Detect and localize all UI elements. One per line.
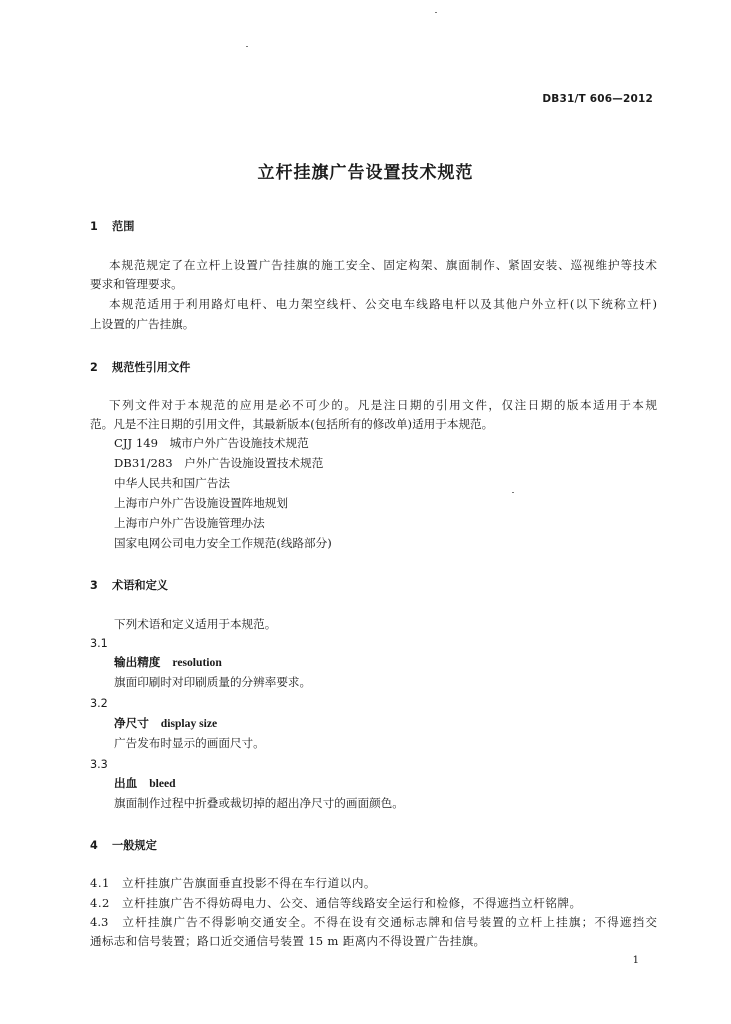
term-name: 出血 — [114, 776, 138, 790]
term-name: 输出精度 — [114, 655, 161, 669]
scan-speck — [512, 492, 514, 493]
paragraph-line: 下列术语和定义适用于本规范。 — [114, 617, 277, 631]
reference-item: 中华人民共和国广告法 — [114, 476, 230, 490]
reference-item: CJJ 149 城市户外广告设施技术规范 — [114, 436, 309, 450]
clause-line: 4.2 立杆挂旗广告不得妨碍电力、公交、通信等线路安全运行和检修，不得遮挡立杆铭牌。 — [90, 896, 582, 910]
term-english: display size — [160, 717, 218, 730]
paragraph-line: 下列文件对于本规范的应用是必不可少的。凡是注日期的引用文件，仅注日期的版本适用于本规 — [109, 398, 657, 412]
section-number: 1 — [90, 220, 98, 233]
clause-continuation: 通标志和信号装置；路口近交通信号装置 15 m 距离内不得设置广告挂旗。 — [90, 934, 486, 948]
term-english: bleed — [149, 777, 176, 790]
term-number: 3.3 — [90, 758, 108, 771]
paragraph-line: 要求和管理要求。 — [90, 277, 183, 291]
paragraph-line: 本规范适用于利用路灯电杆、电力架空线杆、公交电车线路电杆以及其他户外立杆(以下统称立杆) — [109, 297, 657, 311]
section-1-heading — [90, 219, 134, 234]
section-number: 2 — [90, 361, 98, 374]
reference-item: DB31/283 户外广告设施设置技术规范 — [114, 456, 324, 470]
section-title: 范围 — [112, 220, 135, 233]
paragraph-line: 本规范规定了在立杆上设置广告挂旗的施工安全、固定构架、旗面制作、紧固安装、巡视维护等技术 — [109, 258, 657, 272]
clause-line: 4.1 立杆挂旗广告旗面垂直投影不得在车行道以内。 — [90, 876, 377, 890]
document-title: 立杆挂旗广告设置技术规范 — [257, 163, 474, 183]
reference-item: 上海市户外广告设施设置阵地规划 — [114, 496, 288, 510]
paragraph-line: 范。凡是不注日期的引用文件，其最新版本(包括所有的修改单)适用于本规范。 — [90, 417, 494, 431]
term-definition: 旗面印刷时对印刷质量的分辨率要求。 — [114, 675, 312, 689]
reference-item: 上海市户外广告设施管理办法 — [114, 516, 265, 530]
page-number: 1 — [632, 955, 639, 966]
scan-speck — [246, 46, 248, 47]
term-definition: 旗面制作过程中折叠或裁切掉的超出净尺寸的画面颜色。 — [114, 796, 404, 810]
section-4-heading — [90, 838, 157, 853]
section-title: 一般规定 — [112, 839, 157, 852]
standard-code: DB31/T 606—2012 — [542, 93, 653, 105]
section-3-heading — [90, 578, 168, 593]
section-number: 3 — [90, 579, 98, 592]
reference-item: 国家电网公司电力安全工作规范(线路部分) — [114, 536, 332, 550]
section-title: 规范性引用文件 — [112, 361, 191, 374]
term-entry — [114, 776, 176, 791]
term-entry — [114, 655, 222, 670]
section-title: 术语和定义 — [112, 579, 168, 592]
clause-line: 4.3 立杆挂旗广告不得影响交通安全。不得在设有交通标志牌和信号装置的立杆上挂旗；不得遮挡交 — [90, 915, 657, 929]
term-number: 3.1 — [90, 637, 108, 650]
term-number: 3.2 — [90, 697, 108, 710]
term-name: 净尺寸 — [114, 716, 149, 730]
term-definition: 广告发布时显示的画面尺寸。 — [114, 736, 265, 750]
section-number: 4 — [90, 839, 98, 852]
paragraph-line: 上设置的广告挂旗。 — [90, 317, 195, 331]
term-entry — [114, 716, 217, 731]
scan-speck — [435, 12, 437, 13]
term-english: resolution — [172, 656, 222, 669]
section-2-heading — [90, 360, 190, 375]
